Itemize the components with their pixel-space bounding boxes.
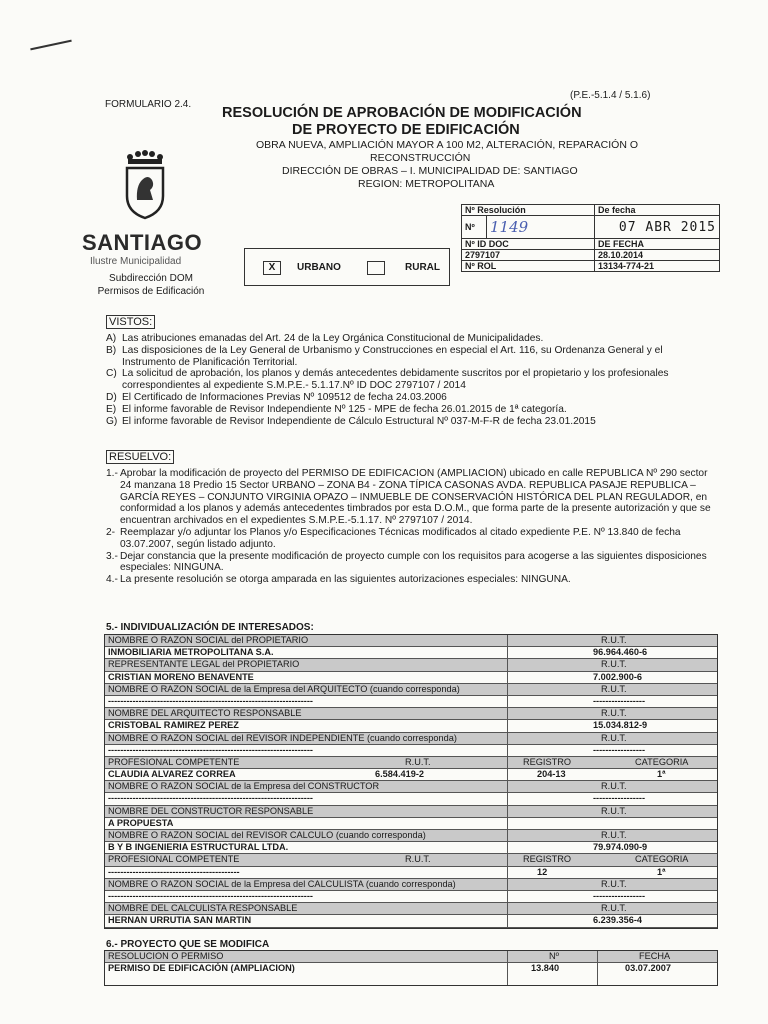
cell-l: HERNAN URRUTIA SAN MARTIN bbox=[108, 915, 252, 926]
permiso-header: RESOLUCION O PERMISO bbox=[108, 951, 224, 961]
table-row bbox=[105, 708, 717, 720]
cell-r: 6.239.356-4 bbox=[593, 915, 643, 926]
cell-m: R.U.T. bbox=[405, 756, 431, 767]
list-text: Las atribuciones emanadas del Art. 24 de la Ley Orgánica Constitucional de Municipalidades. bbox=[122, 333, 544, 344]
list-key: G) bbox=[106, 415, 118, 427]
pen-mark bbox=[30, 40, 71, 51]
cell-l: B Y B INGENIERIA ESTRUCTURAL LTDA. bbox=[108, 842, 289, 853]
list-text: La presente resolución se otorga amparada en las siguientes autorizaciones especiales: NINGUNA. bbox=[120, 574, 571, 586]
resolution-number-header: Nº Resolución bbox=[462, 205, 595, 216]
list-key: E) bbox=[106, 403, 117, 415]
cell-l: NOMBRE DEL CONSTRUCTOR RESPONSABLE bbox=[108, 805, 314, 816]
santiago-coat-of-arms-icon bbox=[122, 150, 168, 222]
cell-r: R.U.T. bbox=[601, 732, 627, 743]
resolution-number-handwritten: 1149 bbox=[487, 216, 595, 239]
cell-r: 12 bbox=[537, 866, 548, 877]
cell-r: ----------------- bbox=[593, 744, 646, 755]
cell-r: 96.964.460-6 bbox=[593, 647, 648, 658]
interesados-title: 5.- INDIVIDUALIZACIÓN DE INTERESADOS: bbox=[106, 622, 314, 633]
cell-r: ----------------- bbox=[593, 793, 646, 804]
list-key: 2- bbox=[106, 526, 116, 538]
resolution-date-header: De fecha bbox=[595, 205, 720, 216]
urbano-checkbox[interactable]: X bbox=[263, 261, 281, 275]
nro-value: 13.840 bbox=[531, 963, 560, 974]
cell-l: ------------------------------------------------------------------- bbox=[108, 793, 313, 804]
cell-l: NOMBRE DEL CALCULISTA RESPONSABLE bbox=[108, 903, 298, 914]
list-item bbox=[106, 392, 716, 404]
form-number: FORMULARIO 2.4. bbox=[105, 99, 192, 110]
resuelvo-label: RESUELVO: bbox=[106, 450, 174, 464]
cell-l: ------------------------------------------------------------------- bbox=[108, 695, 313, 706]
cell-r: R.U.T. bbox=[601, 805, 627, 816]
table-row bbox=[105, 769, 717, 781]
rural-checkbox[interactable] bbox=[367, 261, 385, 275]
list-key: B) bbox=[106, 344, 117, 356]
cell-l: NOMBRE O RAZON SOCIAL de la Empresa del CONSTRUCTOR bbox=[108, 781, 380, 792]
table-row bbox=[105, 915, 717, 927]
resolution-nro-label: Nº bbox=[462, 216, 487, 239]
fecha-header: FECHA bbox=[639, 951, 671, 961]
vistos-label: VISTOS: bbox=[106, 315, 155, 329]
table-row bbox=[105, 793, 717, 805]
rol-label: Nº ROL bbox=[462, 261, 595, 272]
cell-l: A PROPUESTA bbox=[108, 817, 174, 828]
table-row bbox=[105, 745, 717, 757]
table-row bbox=[105, 696, 717, 708]
rol-value: 13134-774-21 bbox=[595, 261, 720, 272]
cell-l: INMOBILIARIA METROPOLITANA S.A. bbox=[108, 647, 274, 658]
list-text: La solicitud de aprobación, los planos y demás antecedentes debidamente suscritos por el propietario y los profesionales correspondientes al expediente S.M.P.E.- 5.1.17.Nº ID DOC 2797107 / 2014 bbox=[122, 368, 669, 392]
cell-l: PROFESIONAL COMPETENTE bbox=[108, 756, 240, 767]
table-row bbox=[105, 818, 717, 830]
department-line1: Subdirección DOM bbox=[109, 273, 193, 284]
direccion-obras: DIRECCIÓN DE OBRAS – I. MUNICIPALIDAD DE: SANTIAGO bbox=[282, 165, 578, 177]
region: REGION: METROPOLITANA bbox=[358, 178, 495, 190]
iddoc-value: 2797107 bbox=[462, 250, 595, 261]
list-key: 3.- bbox=[106, 550, 118, 562]
cell-r: ----------------- bbox=[593, 890, 646, 901]
cell-l: CLAUDIA ALVAREZ CORREA bbox=[108, 769, 236, 780]
cell-m: R.U.T. bbox=[405, 854, 431, 865]
table-row bbox=[105, 891, 717, 903]
cell-r: REGISTRO bbox=[523, 854, 571, 865]
table-row bbox=[105, 806, 717, 818]
list-item bbox=[106, 551, 716, 575]
list-text: Las disposiciones de la Ley General de Urbanismo y Construcciones en especial el Art. 116, su Ordenanza General y el Instrumento de Planificación Territorial. bbox=[122, 344, 663, 368]
cell-r: R.U.T. bbox=[601, 659, 627, 670]
cell-l: CRISTOBAL RAMIREZ PEREZ bbox=[108, 720, 239, 731]
cell-l: ------------------------------------------- bbox=[108, 866, 240, 877]
list-key: 1.- bbox=[106, 468, 118, 479]
cell-l: NOMBRE O RAZON SOCIAL de la Empresa del ARQUITECTO (cuando corresponda) bbox=[108, 683, 460, 694]
proyecto-title: 6.- PROYECTO QUE SE MODIFICA bbox=[106, 939, 270, 950]
list-key: C) bbox=[106, 368, 117, 380]
list-text: Aprobar la modificación de proyecto del PERMISO DE EDIFICACION (AMPLIACION) ubicado en calle REPUBLICA Nº 290 sector 24 manzana 18 Predio 15 Sector URBANO – ZONA B4 - ZONA TÍPICA CASONAS AVDA. REPUBLICA PASAJE REPUBLICA – GARCÍA REYES – CONJUNTO VIRGINIA OPAZO – INMUEBLE DE CONSERVACIÓN HISTÓRICA DEL PLAN REGULADOR, en conformidad a los planos y además antecedentes timbrados por esta D.O.M., que forma parte de la presente autorización y que se encuentran archivados en el expedientes S.M.P.E.-5.1.17. Nº 2797107 / 2014. bbox=[120, 468, 711, 527]
table-row bbox=[105, 781, 717, 793]
vistos-list bbox=[106, 333, 716, 427]
list-text: El informe favorable de Revisor Independiente de Cálculo Estructural Nº 037-M-F-R de fecha 23.01.2015 bbox=[122, 415, 596, 427]
cell-r: 204-13 bbox=[537, 769, 566, 780]
urbano-label: URBANO bbox=[297, 262, 341, 273]
cell-l: PROFESIONAL COMPETENTE bbox=[108, 854, 240, 865]
cell-l: ------------------------------------------------------------------- bbox=[108, 890, 313, 901]
list-item bbox=[106, 468, 716, 527]
cell-l: NOMBRE O RAZON SOCIAL del REVISOR CALCULO (cuando corresponda) bbox=[108, 830, 426, 840]
cell-r: 7.002.900-6 bbox=[593, 671, 643, 682]
resolution-date-stamp: 07 ABR 2015 bbox=[595, 216, 720, 239]
table-row bbox=[105, 963, 717, 974]
cell-r: R.U.T. bbox=[601, 683, 627, 694]
list-text: Dejar constancia que la presente modificación de proyecto cumple con los requisitos para acogerse a las siguientes disposiciones especiales: NINGUNA. bbox=[120, 550, 707, 574]
subtitle-line2: RECONSTRUCCIÓN bbox=[370, 152, 471, 164]
department-line2: Permisos de Edificación bbox=[97, 286, 205, 297]
list-item bbox=[106, 368, 716, 392]
municipality-subtitle: Ilustre Municipalidad bbox=[90, 256, 182, 267]
fecha-value: 03.07.2007 bbox=[625, 963, 671, 974]
resuelvo-section-label bbox=[106, 447, 174, 465]
table-row bbox=[105, 842, 717, 854]
cell-r: R.U.T. bbox=[601, 781, 627, 792]
cell-r: 79.974.090-9 bbox=[593, 842, 648, 853]
pe-reference: (P.E.-5.1.4 / 5.1.6) bbox=[570, 90, 651, 101]
table-row bbox=[105, 951, 717, 963]
column-divider bbox=[507, 635, 508, 928]
department-name bbox=[92, 272, 210, 298]
table-row bbox=[105, 672, 717, 684]
cell-r: R.U.T. bbox=[601, 708, 627, 719]
cell-r2: CATEGORIA bbox=[635, 854, 689, 865]
vistos-section-label bbox=[106, 312, 155, 330]
list-key: 4.- bbox=[106, 574, 118, 586]
zone-selector bbox=[244, 248, 450, 286]
list-item bbox=[106, 574, 716, 586]
table-row bbox=[105, 854, 717, 866]
cell-l: NOMBRE O RAZON SOCIAL del REVISOR INDEPENDIENTE (cuando corresponda) bbox=[108, 732, 457, 743]
iddoc-label: Nº ID DOC bbox=[462, 239, 595, 250]
cell-m: 6.584.419-2 bbox=[375, 769, 425, 780]
resuelvo-list bbox=[106, 468, 716, 586]
cell-r: R.U.T. bbox=[601, 830, 627, 840]
permiso-value: PERMISO DE EDIFICACIÓN (AMPLIACION) bbox=[108, 963, 295, 974]
santiago-logo-text: SANTIAGO bbox=[82, 230, 203, 255]
list-item bbox=[106, 404, 716, 416]
table-row bbox=[105, 757, 717, 769]
list-key: D) bbox=[106, 391, 117, 403]
table-row bbox=[105, 647, 717, 659]
cell-l: NOMBRE DEL ARQUITECTO RESPONSABLE bbox=[108, 708, 302, 719]
cell-r: ----------------- bbox=[593, 695, 646, 706]
list-text: El Certificado de Informaciones Previas Nº 109512 de fecha 24.03.2006 bbox=[122, 391, 447, 403]
cell-l: ------------------------------------------------------------------- bbox=[108, 744, 313, 755]
table-row bbox=[105, 903, 717, 915]
iddoc-date-value: 28.10.2014 bbox=[595, 250, 720, 261]
table-row bbox=[105, 879, 717, 891]
table-row bbox=[105, 635, 717, 647]
cell-l: NOMBRE O RAZON SOCIAL del PROPIETARIO bbox=[108, 635, 309, 645]
page-title: RESOLUCIÓN DE APROBACIÓN DE MODIFICACIÓN bbox=[222, 105, 582, 121]
cell-r: 15.034.812-9 bbox=[593, 720, 648, 731]
interesados-table bbox=[104, 634, 718, 929]
proyecto-table bbox=[104, 950, 718, 986]
cell-l: REPRESENTANTE LEGAL del PROPIETARIO bbox=[108, 659, 300, 670]
table-row bbox=[105, 830, 717, 842]
subtitle-line1: OBRA NUEVA, AMPLIACIÓN MAYOR A 100 M2, ALTERACIÓN, REPARACIÓN O bbox=[256, 139, 638, 151]
table-row bbox=[105, 733, 717, 745]
rural-label: RURAL bbox=[405, 262, 440, 273]
list-item bbox=[106, 333, 716, 345]
cell-r: R.U.T. bbox=[601, 903, 627, 914]
cell-l: NOMBRE O RAZON SOCIAL de la Empresa del CALCULISTA (cuando corresponda) bbox=[108, 878, 456, 889]
cell-l: CRISTIAN MORENO BENAVENTE bbox=[108, 671, 254, 682]
table-row bbox=[105, 659, 717, 671]
cell-r2: CATEGORIA bbox=[635, 756, 689, 767]
cell-r2: 1ª bbox=[657, 769, 666, 780]
resolution-table bbox=[461, 204, 720, 272]
list-text: Reemplazar y/o adjuntar los Planos y/o Especificaciones Técnicas modificados al citado expediente P.E. Nº 13.840 de fecha 03.07.2007, según listado adjunto. bbox=[120, 526, 681, 550]
list-text: El informe favorable de Revisor Independiente Nº 125 - MPE de fecha 26.01.2015 de 1ª categoría. bbox=[122, 403, 567, 415]
list-item bbox=[106, 416, 716, 428]
list-key: A) bbox=[106, 333, 117, 344]
list-item bbox=[106, 527, 716, 551]
cell-r: R.U.T. bbox=[601, 878, 627, 889]
table-row bbox=[105, 684, 717, 696]
cell-r: R.U.T. bbox=[601, 635, 627, 645]
list-item bbox=[106, 345, 716, 369]
cell-r: REGISTRO bbox=[523, 756, 571, 767]
iddoc-date-label: DE FECHA bbox=[595, 239, 720, 250]
page-title-line2: DE PROYECTO DE EDIFICACIÓN bbox=[292, 122, 520, 138]
table-row bbox=[105, 720, 717, 732]
cell-r2: 1ª bbox=[657, 866, 666, 877]
nro-header: Nº bbox=[549, 951, 559, 961]
table-row bbox=[105, 867, 717, 879]
